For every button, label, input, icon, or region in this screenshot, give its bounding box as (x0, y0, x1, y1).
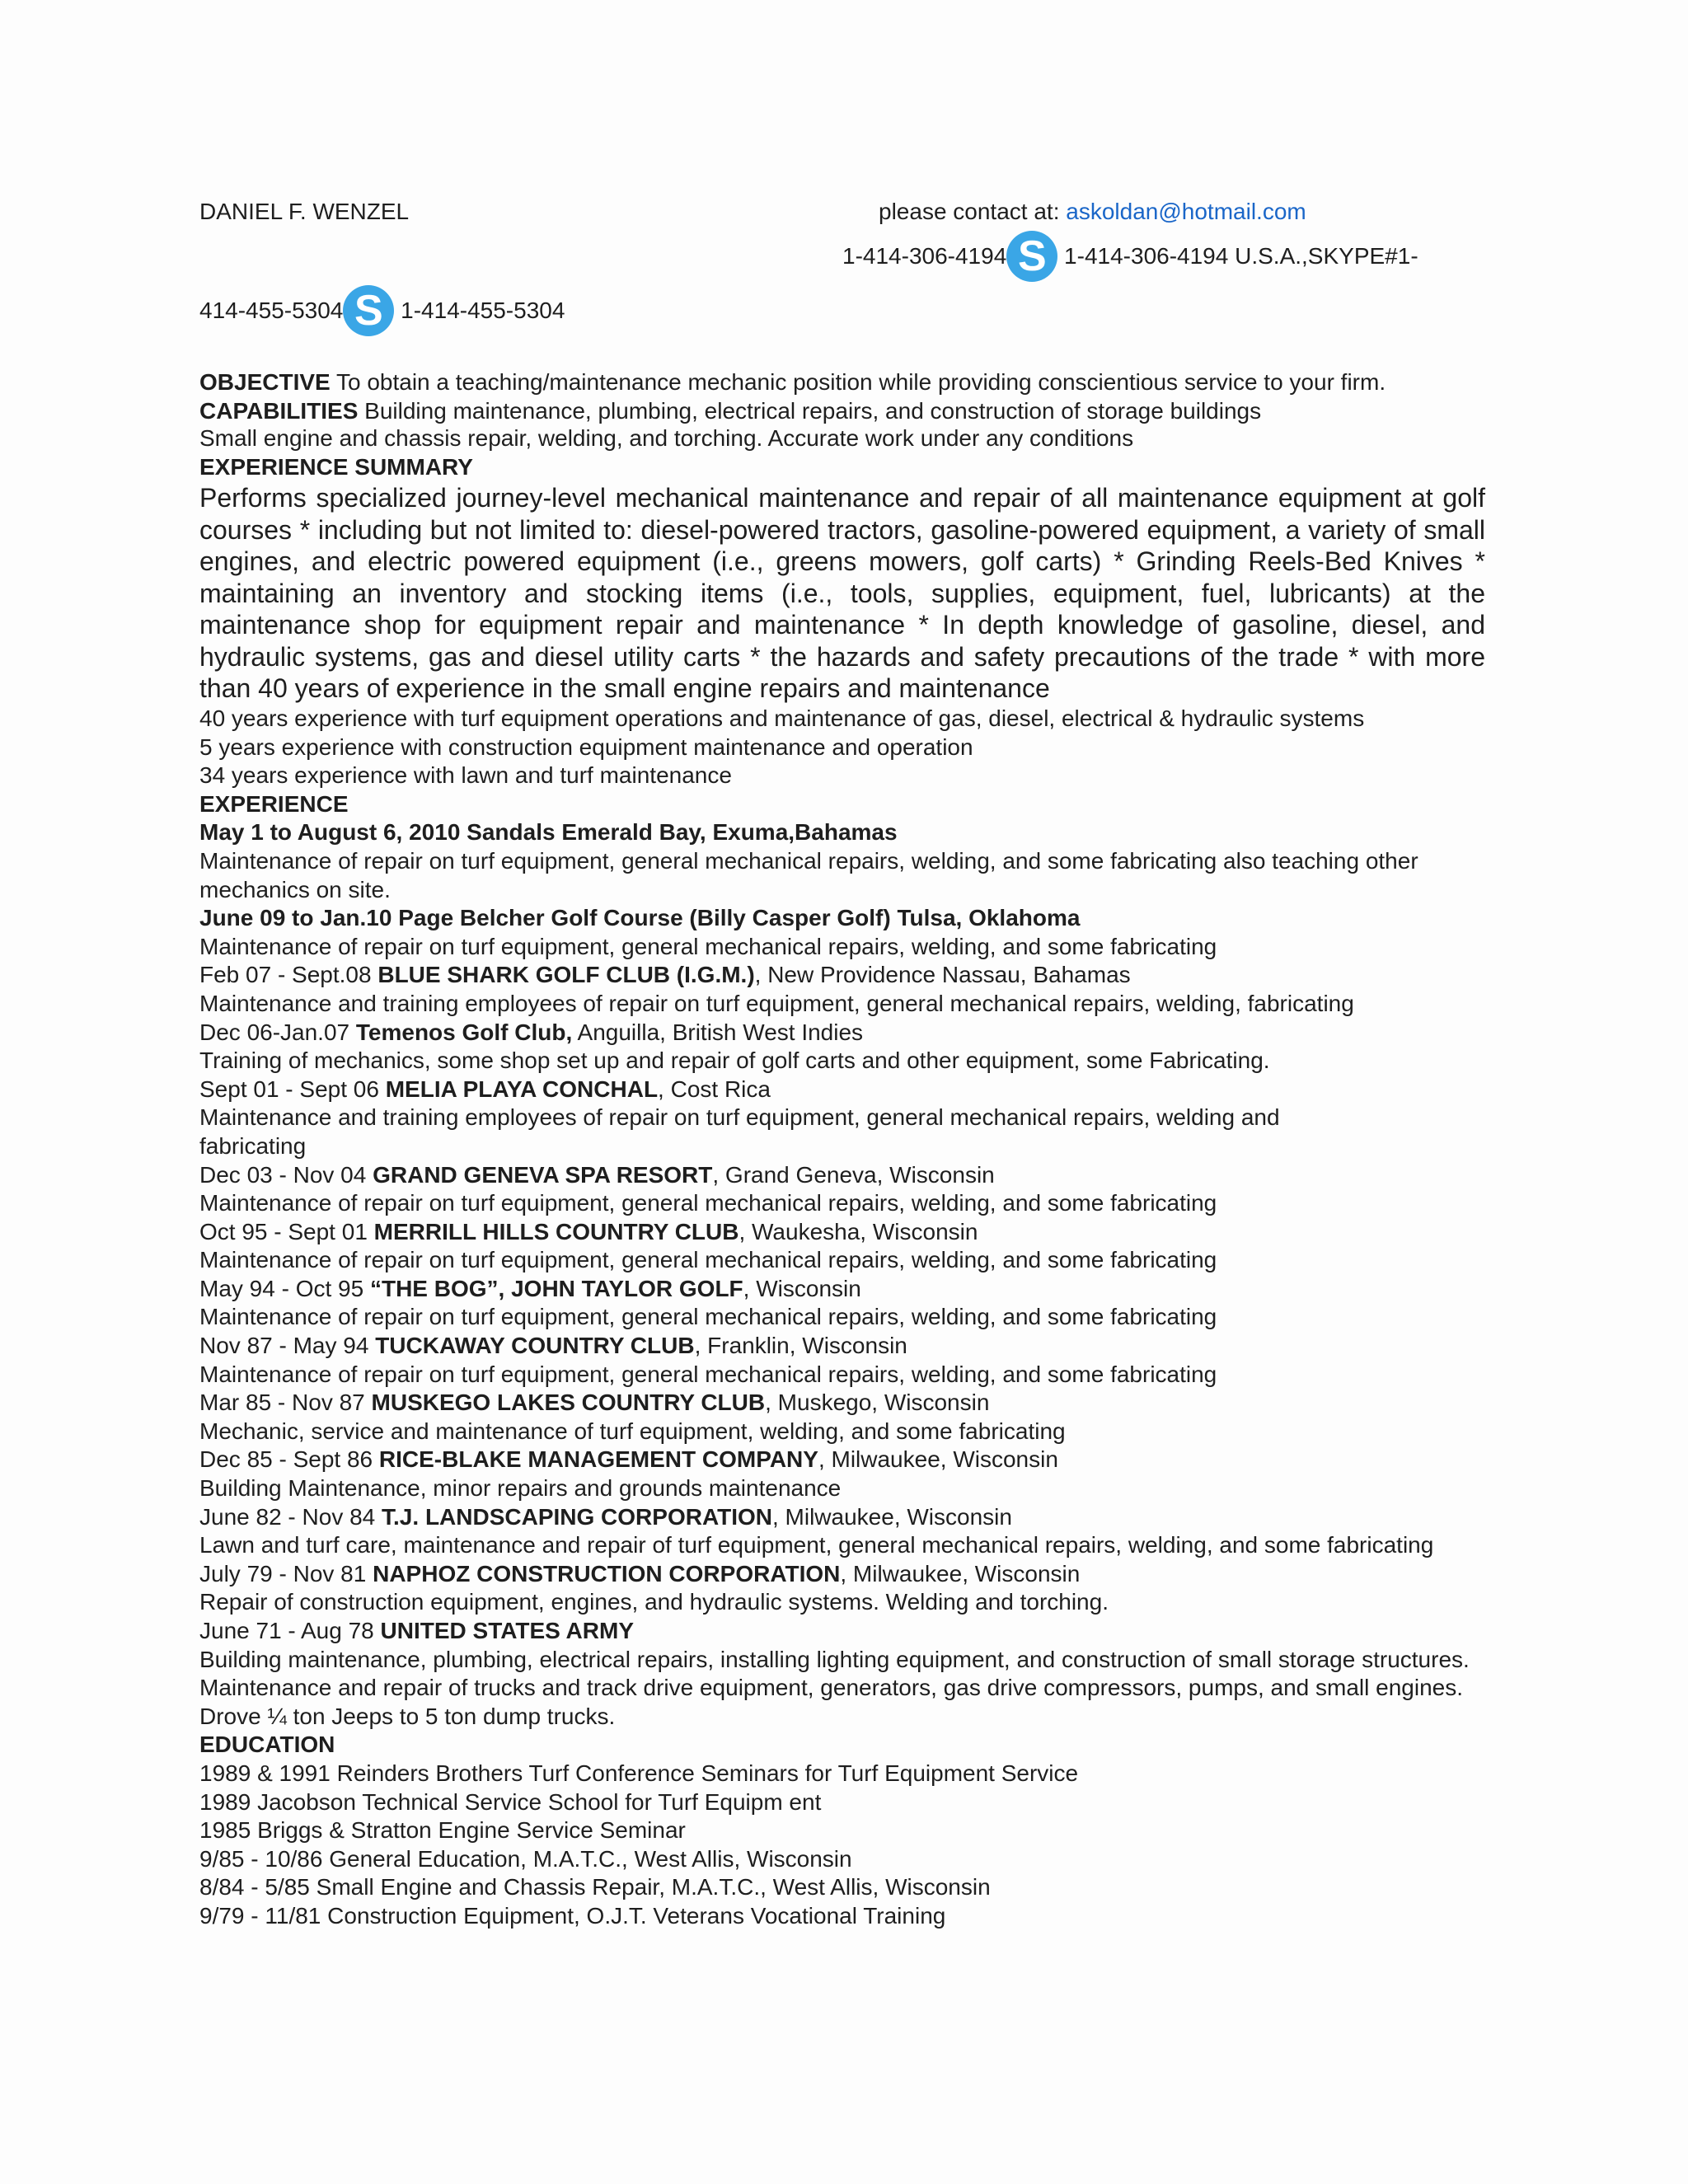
job-date: Nov 87 - May 94 (199, 1333, 376, 1359)
job-date: June 82 - Nov 84 (199, 1503, 382, 1530)
objective-text: To obtain a teaching/maintenance mechanic position while providing conscientious service to your firm. (330, 369, 1386, 395)
job-title (199, 1218, 1502, 1247)
job-org: T.J. LANDSCAPING CORPORATION (382, 1503, 772, 1530)
experience-heading: EXPERIENCE (199, 790, 349, 817)
job-location: Anguilla, British West Indies (572, 1019, 864, 1045)
job-description: Maintenance and training employees of repair on turf equipment, general mechanical repairs, welding and fabricating (199, 1104, 1280, 1159)
job-location: , Wisconsin (743, 1275, 861, 1301)
job-date: Dec 03 - Nov 04 (199, 1161, 373, 1188)
phone-1: 1-414-306-4194 (842, 243, 1007, 269)
job-org: Temenos Golf Club, (355, 1019, 573, 1045)
job-org: GRAND GENEVA SPA RESORT (373, 1161, 713, 1188)
job-description: Maintenance of repair on turf equipment, general mechanical repairs, welding, and some fabricating (199, 1190, 1217, 1216)
job-title (199, 1389, 1502, 1418)
education-item: 1989 Jacobson Technical Service School for Turf Equipm ent (199, 1788, 822, 1815)
capabilities-text-2: Small engine and chassis repair, welding, and torching. Accurate work under any conditions (199, 425, 1134, 451)
job-description: Maintenance of repair on turf equipment, general mechanical repairs, welding, and some fabricating (199, 933, 1217, 959)
summary-heading: EXPERIENCE SUMMARY (199, 454, 473, 480)
objective-label: OBJECTIVE (199, 369, 331, 395)
job-date: Mar 85 - Nov 87 (199, 1390, 372, 1416)
job-description: Maintenance and training employees of repair on turf equipment, general mechanical repairs, welding, fabricating (199, 990, 1354, 1016)
job-org: BLUE SHARK GOLF CLUB (I.G.M.) (377, 962, 755, 988)
job-org: RICE-BLAKE MANAGEMENT COMPANY (378, 1446, 818, 1473)
job-title (199, 1332, 1502, 1361)
job-date: Oct 95 - Sept 01 (199, 1218, 374, 1244)
summary-line: 34 years experience with lawn and turf maintenance (199, 762, 732, 789)
job-title: June 09 to Jan.10 Page Belcher Golf Course (Billy Casper Golf) Tulsa, Oklahoma (199, 905, 1081, 931)
job-description: Maintenance of repair on turf equipment, general mechanical repairs, welding, and some fabricating (199, 1247, 1217, 1273)
job-org: MELIA PLAYA CONCHAL (385, 1076, 659, 1102)
job-title (199, 961, 1502, 990)
job-org: NAPHOZ CONSTRUCTION CORPORATION (373, 1560, 841, 1586)
summary-line: 5 years experience with construction equipment maintenance and operation (199, 733, 973, 760)
job-title (199, 1275, 1502, 1304)
summary-paragraph: Performs specialized journey-level mechanical maintenance and repair of all maintenance equipment at golf courses * including but not limited to: diesel-powered tractors, gasoline-powered equipment, a variety of small engines, and electric powered equipment (i.e., greens mowers, golf carts) * Grinding Reels-Bed Knives * maintaining an inventory and stocking items (i.e., tools, supplies, equipment, fuel, lubricants) at the maintenance shop for equipment repair and maintenance * In depth knowledge of gasoline, diesel, and hydraulic systems, gas and diesel utility carts * the hazards and safety precautions of the trade * with more than 40 years of experience in the small engine repairs and maintenance (199, 483, 1485, 703)
job-org: MUSKEGO LAKES COUNTRY CLUB (371, 1390, 766, 1416)
job-title: May 1 to August 6, 2010 Sandals Emerald Bay, Exuma,Bahamas (199, 819, 898, 846)
job-location: , Grand Geneva, Wisconsin (712, 1161, 995, 1188)
education-item: 1989 & 1991 Reinders Brothers Turf Conference Seminars for Turf Equipment Service (199, 1760, 1079, 1786)
phone-line-2 (199, 285, 565, 336)
applicant-name: DANIEL F. WENZEL (199, 199, 410, 224)
job-org: “THE BOG”, JOHN TAYLOR GOLF (369, 1275, 743, 1301)
job-location: , Milwaukee, Wisconsin (840, 1560, 1081, 1586)
capabilities (199, 397, 1261, 425)
job-title (199, 1076, 1502, 1104)
job-description: Mechanic, service and maintenance of turf equipment, welding, and some fabricating (199, 1418, 1066, 1444)
job-date: Dec 85 - Sept 86 (199, 1446, 379, 1473)
job-location: , Milwaukee, Wisconsin (771, 1503, 1012, 1530)
job-title (199, 1446, 1502, 1474)
job-location: , Muskego, Wisconsin (765, 1390, 990, 1416)
job-location: , New Providence Nassau, Bahamas (754, 962, 1131, 988)
education-item: 8/84 - 5/85 Small Engine and Chassis Repair, M.A.T.C., West Allis, Wisconsin (199, 1874, 991, 1900)
education-item: 9/79 - 11/81 Construction Equipment, O.J.T. Veterans Vocational Training (199, 1902, 946, 1929)
skype-icon[interactable]: S (1006, 231, 1057, 282)
job-title (199, 1560, 1502, 1589)
objective (199, 368, 1386, 396)
job-description: Training of mechanics, some shop set up and repair of golf carts and other equipment, some Fabricating. (199, 1047, 1270, 1074)
job-org: UNITED STATES ARMY (380, 1618, 634, 1643)
job-date: June 71 - Aug 78 (199, 1618, 381, 1643)
job-description: Maintenance of repair on turf equipment, general mechanical repairs, welding, and some fabricating (199, 1304, 1217, 1330)
job-description: Lawn and turf care, maintenance and repair of turf equipment, general mechanical repairs, welding, and some fabricating (199, 1532, 1434, 1558)
job-location: , Waukesha, Wisconsin (738, 1218, 978, 1244)
phone-2-skype: 1-414-455-5304 (394, 298, 565, 323)
job-org: MERRILL HILLS COUNTRY CLUB (373, 1218, 739, 1244)
job-date: Feb 07 - Sept.08 (199, 962, 378, 988)
job-title (199, 1503, 1502, 1532)
job-date: July 79 - Nov 81 (199, 1560, 373, 1586)
capabilities-text: Building maintenance, plumbing, electrical repairs, and construction of storage buildings (358, 398, 1262, 424)
job-description: Building Maintenance, minor repairs and grounds maintenance (199, 1475, 842, 1502)
job-location: , Franklin, Wisconsin (694, 1333, 907, 1359)
job-location: , Cost Rica (658, 1076, 771, 1102)
job-date: May 94 - Oct 95 (199, 1275, 370, 1301)
job-location: , Milwaukee, Wisconsin (818, 1446, 1058, 1473)
job-date: Sept 01 - Sept 06 (199, 1076, 386, 1102)
education-item: 1985 Briggs & Stratton Engine Service Seminar (199, 1817, 686, 1844)
email-link[interactable]: askoldan@hotmail.com (1066, 199, 1306, 224)
phone-2: 414-455-5304 (199, 298, 344, 323)
education-heading: EDUCATION (199, 1732, 335, 1758)
contact-prefix: please contact at: (879, 199, 1067, 224)
job-date: Dec 06-Jan.07 (199, 1019, 356, 1045)
phone-1-skype: 1-414-306-4194 U.S.A.,SKYPE#1- (1057, 243, 1418, 269)
job-title (199, 1617, 1502, 1646)
job-org: TUCKAWAY COUNTRY CLUB (375, 1333, 695, 1359)
skype-icon[interactable]: S (343, 285, 394, 336)
capabilities-label: CAPABILITIES (199, 398, 359, 424)
job-title (199, 1019, 1502, 1047)
education-item: 9/85 - 10/86 General Education, M.A.T.C., West Allis, Wisconsin (199, 1845, 852, 1872)
phone-line-1 (842, 231, 1418, 282)
resume-body (199, 705, 1502, 1931)
job-title (199, 1161, 1502, 1190)
job-description: Repair of construction equipment, engines, and hydraulic systems. Welding and torching. (199, 1589, 1109, 1615)
job-description: Building maintenance, plumbing, electrical repairs, installing lighting equipment, and construction of small storage structures. Maintenance and repair of trucks and track drive equipment, generators, gas drive compressors, pumps, and small engines. Drove ¼ ton Jeeps to 5 ton dump trucks. (199, 1646, 1470, 1729)
summary-line: 40 years experience with turf equipment operations and maintenance of gas, diesel, electrical & hydraulic systems (199, 705, 1365, 731)
job-description: Maintenance of repair on turf equipment, general mechanical repairs, welding, and some fabricating also teaching other mechanics on site. (199, 847, 1418, 902)
job-description: Maintenance of repair on turf equipment, general mechanical repairs, welding, and some fabricating (199, 1361, 1217, 1387)
contact-line (879, 198, 1306, 226)
